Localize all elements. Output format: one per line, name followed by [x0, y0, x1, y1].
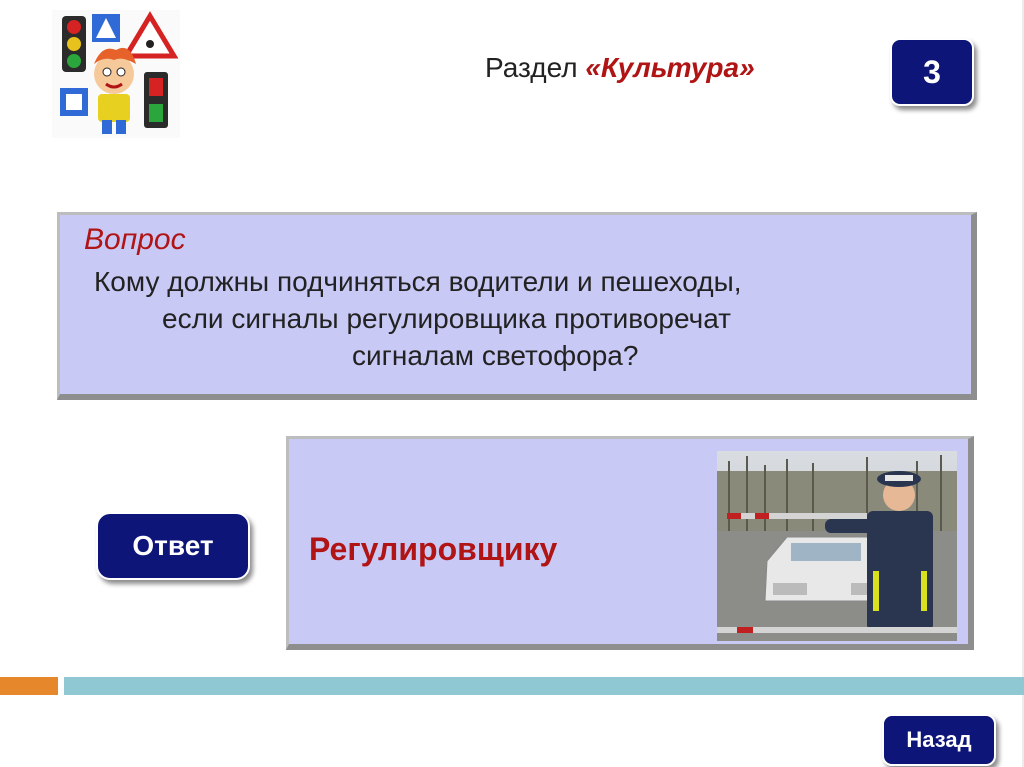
question-label: Вопрос — [84, 223, 186, 256]
title-accent: «Культура» — [585, 52, 755, 83]
answer-panel — [286, 436, 974, 650]
question-number-badge: 3 — [890, 38, 974, 106]
question-text — [94, 263, 954, 374]
page-title — [485, 52, 755, 84]
traffic-officer-photo — [717, 451, 957, 641]
footer-accent-bar — [0, 677, 58, 695]
answer-button[interactable]: Ответ — [96, 512, 250, 580]
question-line-1: Кому должны подчиняться водители и пешеходы, — [94, 266, 742, 297]
answer-text: Регулировщику — [309, 531, 558, 567]
question-line-3: сигналам светофора? — [352, 340, 639, 371]
question-panel — [57, 212, 977, 400]
back-button[interactable]: Назад — [882, 714, 996, 766]
footer-divider-bar — [64, 677, 1024, 695]
question-line-2: если сигналы регулировщика противоречат — [162, 303, 731, 334]
traffic-signs-cartoon-icon — [52, 10, 180, 138]
title-prefix: Раздел — [485, 52, 586, 83]
